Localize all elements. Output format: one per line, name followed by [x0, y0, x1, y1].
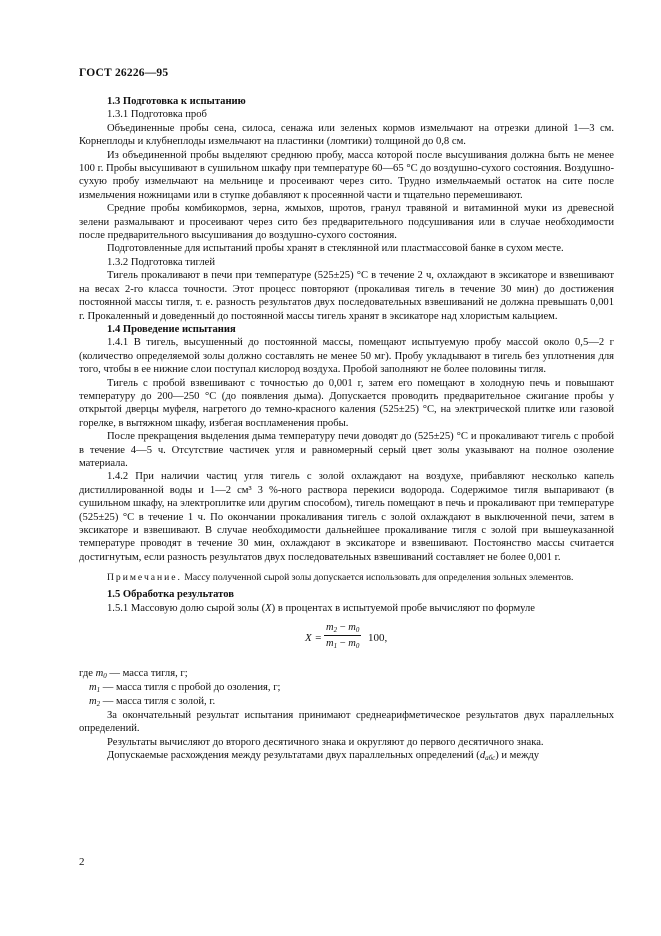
subsection-1-3-1-title: 1.3.1 Подготовка проб	[107, 109, 207, 121]
formula-factor: 100,	[368, 632, 388, 645]
subsection-1-3-2-title: 1.3.2 Подготовка тиглей	[107, 256, 215, 268]
document-body	[79, 95, 614, 763]
paragraph: Подготовленные для испытаний пробы хранят в стеклянной или пластмассовой банке в сухом месте.	[107, 243, 564, 255]
paragraph: Средние пробы комбикормов, зерна, жмыхов, шротов, гранул травяной и витаминной муки из древесной зелени размалывают и просеивают через сито без предварительного подсушивания или в случае необходимости после предварительного высушивания до воздушно-сухого состояния.	[79, 203, 614, 242]
ash-formula	[79, 617, 614, 665]
paragraph: Тигель с пробой взвешивают с точностью до 0,001 г, затем его помещают в холодную печь и повышают температуру до 200—250 °С (до появления дыма). Допускается проводить предварительное сжигание пробы у открытой дверцы муфеля, нагретого до темно-красного каления (525±25) °С, на электрической плитке или газовой горелке, в вытяжном шкафу, избегая воспламенения пробы.	[79, 377, 614, 429]
note-text: Массу полученной сырой золы допускается использовать для определения зольных элементов.	[181, 572, 574, 584]
paragraph: Результаты вычисляют до второго десятичного знака и округляют до первого десятичного знака.	[107, 736, 544, 748]
formula-lhs: X =	[305, 632, 322, 645]
variable-definition: $m_1$ — масса тигля с пробой до озоления, г;	[89, 682, 281, 695]
variable-x: X	[265, 602, 272, 614]
variable-definition: где $m_0$ — масса тигля, г;	[79, 668, 188, 681]
section-1-3-title: 1.3 Подготовка к испытанию	[107, 96, 246, 107]
paragraph: Допускаемые расхождения между результатами двух параллельных определений $(d_{абс})$ и между	[107, 750, 540, 763]
paragraph: После прекращения выделения дыма температуру печи доводят до (525±25) °С и прокаливают тигель с пробой в течение 4—5 ч. Отсутствие частичек угля и равномерный серый цвет золы указывают на полное озоление материала.	[79, 431, 614, 469]
paragraph: Объединенные пробы сена, силоса, сенажа или зеленых кормов измельчают на отрезки длиной 1—3 см. Корнеплоды и клубнеплоды измельчают на пластинки (ломтики) толщиной до 0,8 см.	[79, 122, 614, 148]
note	[79, 572, 614, 584]
section-1-5-title: 1.5 Обработка результатов	[107, 589, 234, 601]
paragraph: Из объединенной пробы выделяют среднюю пробу, масса которой после высушивания должна быть не менее 100 г. Пробы высушивают в сушильном шкафу при температуре 60—65 °С до воздушно-сухого состояния. Воздушно-сухую пробу измельчают на мельнице и просеивают через сито. Трудно измельчаемый остаток на сите после измельчения ножницами или в ступке добавляют к просеянной части и тщательно перемешивают.	[79, 149, 614, 201]
standard-header: ГОСТ 26226—95	[79, 67, 169, 79]
section-1-4-title: 1.4 Проведение испытания	[107, 323, 236, 335]
page-number: 2	[79, 856, 85, 868]
paragraph: 1.5.1 Массовую долю сырой золы (X) в процентах в испытуемой пробе вычисляют по формуле	[107, 602, 535, 614]
note-label: Примечание.	[107, 572, 182, 584]
paragraph: Тигель прокаливают в печи при температуре (525±25) °С в течение 2 ч, охлаждают в эксикаторе и взвешивают на весах 2-го класса точности. Этот процесс повторяют (прокаливая тигель в течение 30 мин) до достижения постоянной массы тигля, т. е. разность результатов двух последовательных взвешиваний не должна превышать 0,001 г. Прокаленный и доведенный до постоянной массы тигель хранят в эксикаторе над хлористым кальцием.	[79, 270, 614, 322]
paragraph: 1.4.1 В тигель, высушенный до постоянной массы, помещают испытуемую пробу массой около 0,5—2 г (количество определяемой золы должно составлять не менее 50 мг). Пробу укладывают в тигель без уплотнения для того, чтобы в ее нижние слои поступал кислород воздуха. Пробой заполняют не более половины тигля.	[79, 337, 614, 376]
variable-definition: $m_2$ — масса тигля с золой, г.	[89, 696, 216, 709]
paragraph: 1.4.2 При наличии частиц угля тигель с золой охлаждают на воздухе, прибавляют несколько капель дистиллированной воды и 1—2 см³ 3 %-ного раствора перекиси водорода. Содержимое тигля выпаривают (в сушильном шкафу, на электроплитке или другим способом), тигель помещают в печь и прокаливают при температуре (525±25) °С в течение 1 ч. По окончании прокаливания тигель с золой охлаждают в выключенной печи, затем в эксикаторе и взвешивают. В случае необходимости дальнейшее прокаливание тигля с золой при вышеуказанной температуре проводят в течение 30 мин, охлаждают в эксикаторе и взвешивают. Постоянство массы считается достигнутым, если разность результатов двух последовательных взвешиваний составляет не более 0,001 г.	[79, 471, 614, 563]
paragraph: За окончательный результат испытания принимают среднеарифметическое результатов двух параллельных определений.	[79, 710, 614, 735]
formula-fraction	[324, 621, 361, 651]
formula-numerator: $m_2 - m_0$	[324, 621, 361, 636]
formula-denominator: $m_1 - m_0$	[326, 638, 360, 651]
